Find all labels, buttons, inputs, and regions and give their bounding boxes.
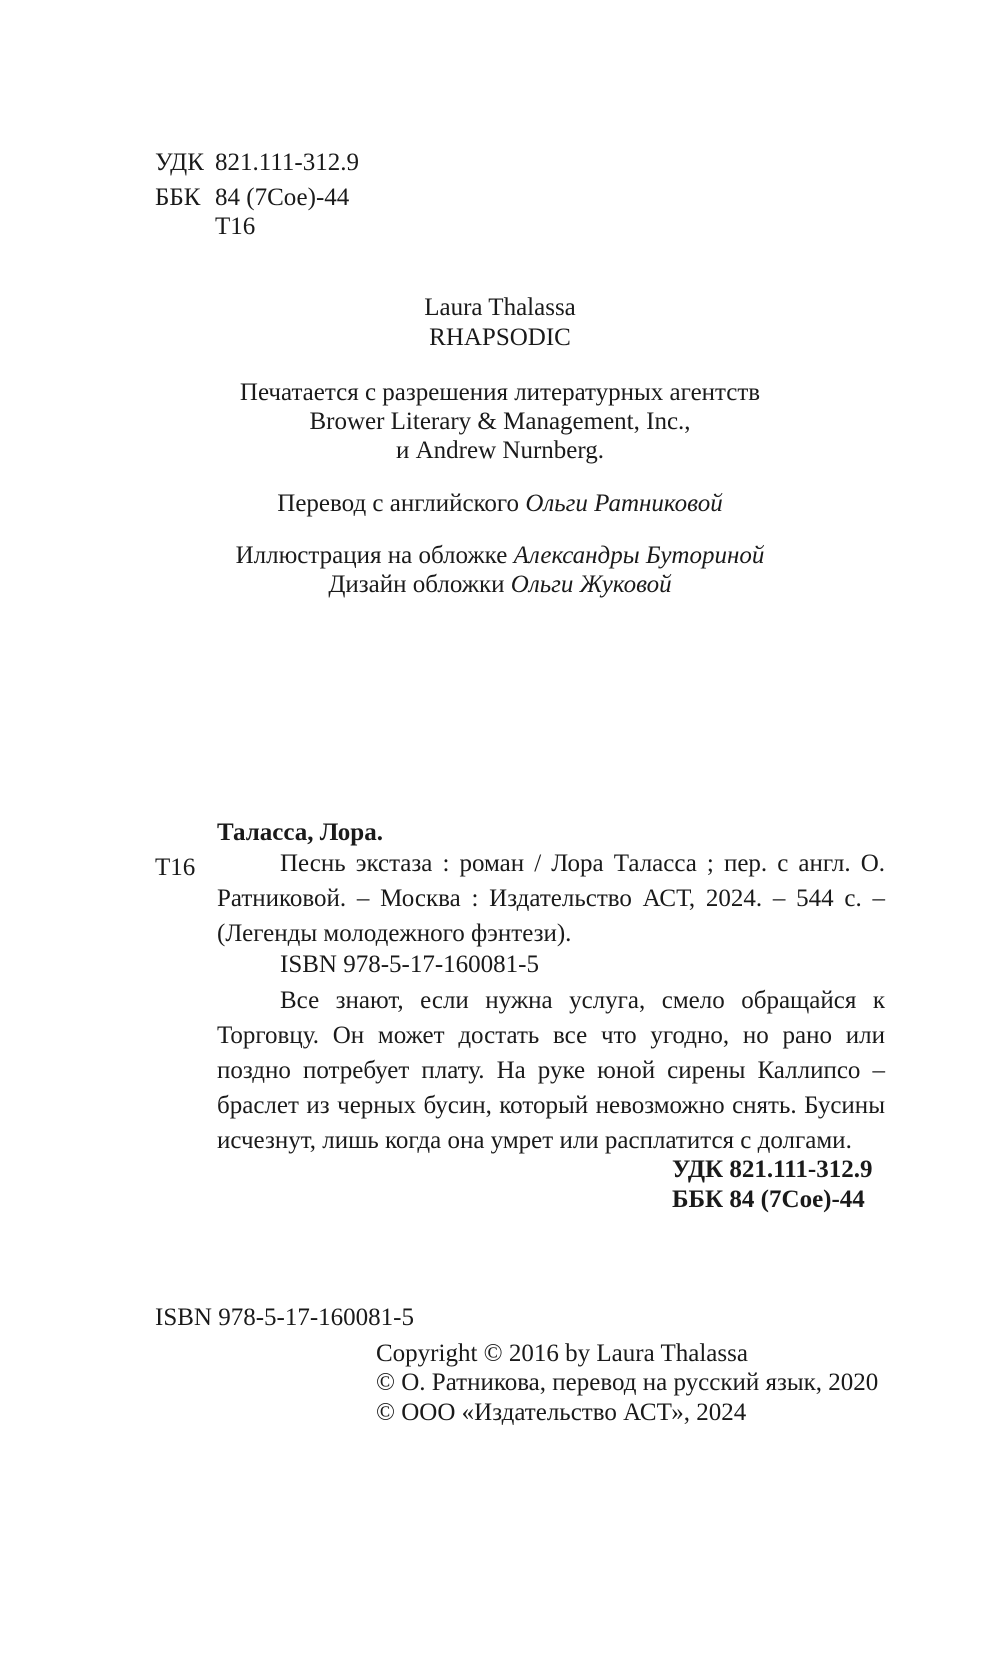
permission-line-3: и Andrew Nurnberg. [395,437,604,464]
cover-design-credit [0,572,1000,597]
copyright-line-2: © О. Ратникова, перевод на русский язык, 2020 [376,1369,879,1396]
catalog-isbn: ISBN 978-5-17-160081-5 [280,951,540,978]
footer-isbn: ISBN 978-5-17-160081-5 [155,1304,415,1331]
illustrator-name: Александры Буториной [513,542,765,569]
catalog-udk: УДК 821.111-312.9 [672,1156,873,1183]
catalog-author-heading: Таласса, Лора. [217,819,383,846]
udk-label: УДК [155,149,204,176]
catalog-description: Песнь экстаза : роман / Лора Таласса ; пер. с англ. О. Ратниковой. – Москва : Издательство АСТ, 2024. – 544 с. – (Легенды молодежного фэнтези). [217,850,885,947]
cover-designer-name: Ольги Жуковой [510,571,672,598]
translation-credit [0,491,1000,516]
cover-design-prefix: Дизайн обложки [328,571,511,598]
permission-line-1: Печатается с разрешения литературных агентств [239,379,761,406]
illustration-prefix: Иллюстрация на обложке [235,542,514,569]
copyright-line-3: © ООО «Издательство АСТ», 2024 [376,1399,747,1426]
translation-prefix: Перевод с английского [277,490,526,517]
copyright-line-1: Copyright © 2016 by Laura Thalassa [376,1340,748,1367]
author-mark: Т16 [215,213,256,240]
udk-value: 821.111-312.9 [215,149,359,176]
bbk-value: 84 (7Сое)-44 [215,184,350,211]
original-author: Laura Thalassa [424,294,576,321]
permission-line-2: Brower Literary & Management, Inc., [309,408,691,435]
original-title: RHAPSODIC [429,324,571,351]
bbk-label: ББК [155,184,201,211]
catalog-annotation: Все знают, если нужна услуга, смело обращайся к Торговцу. Он может достать все что угодно, но рано или поздно потребует плату. На руке юной сирены Каллипсо – браслет из черных бусин, который невозможно снять. Бусины исчезнут, лишь когда она умрет или расплатится с долгами. [217,987,885,1154]
catalog-mark: Т16 [155,854,196,881]
catalog-bbk: ББК 84 (7Сое)-44 [672,1186,865,1213]
illustration-credit [0,543,1000,568]
translator-name: Ольги Ратниковой [525,490,723,517]
